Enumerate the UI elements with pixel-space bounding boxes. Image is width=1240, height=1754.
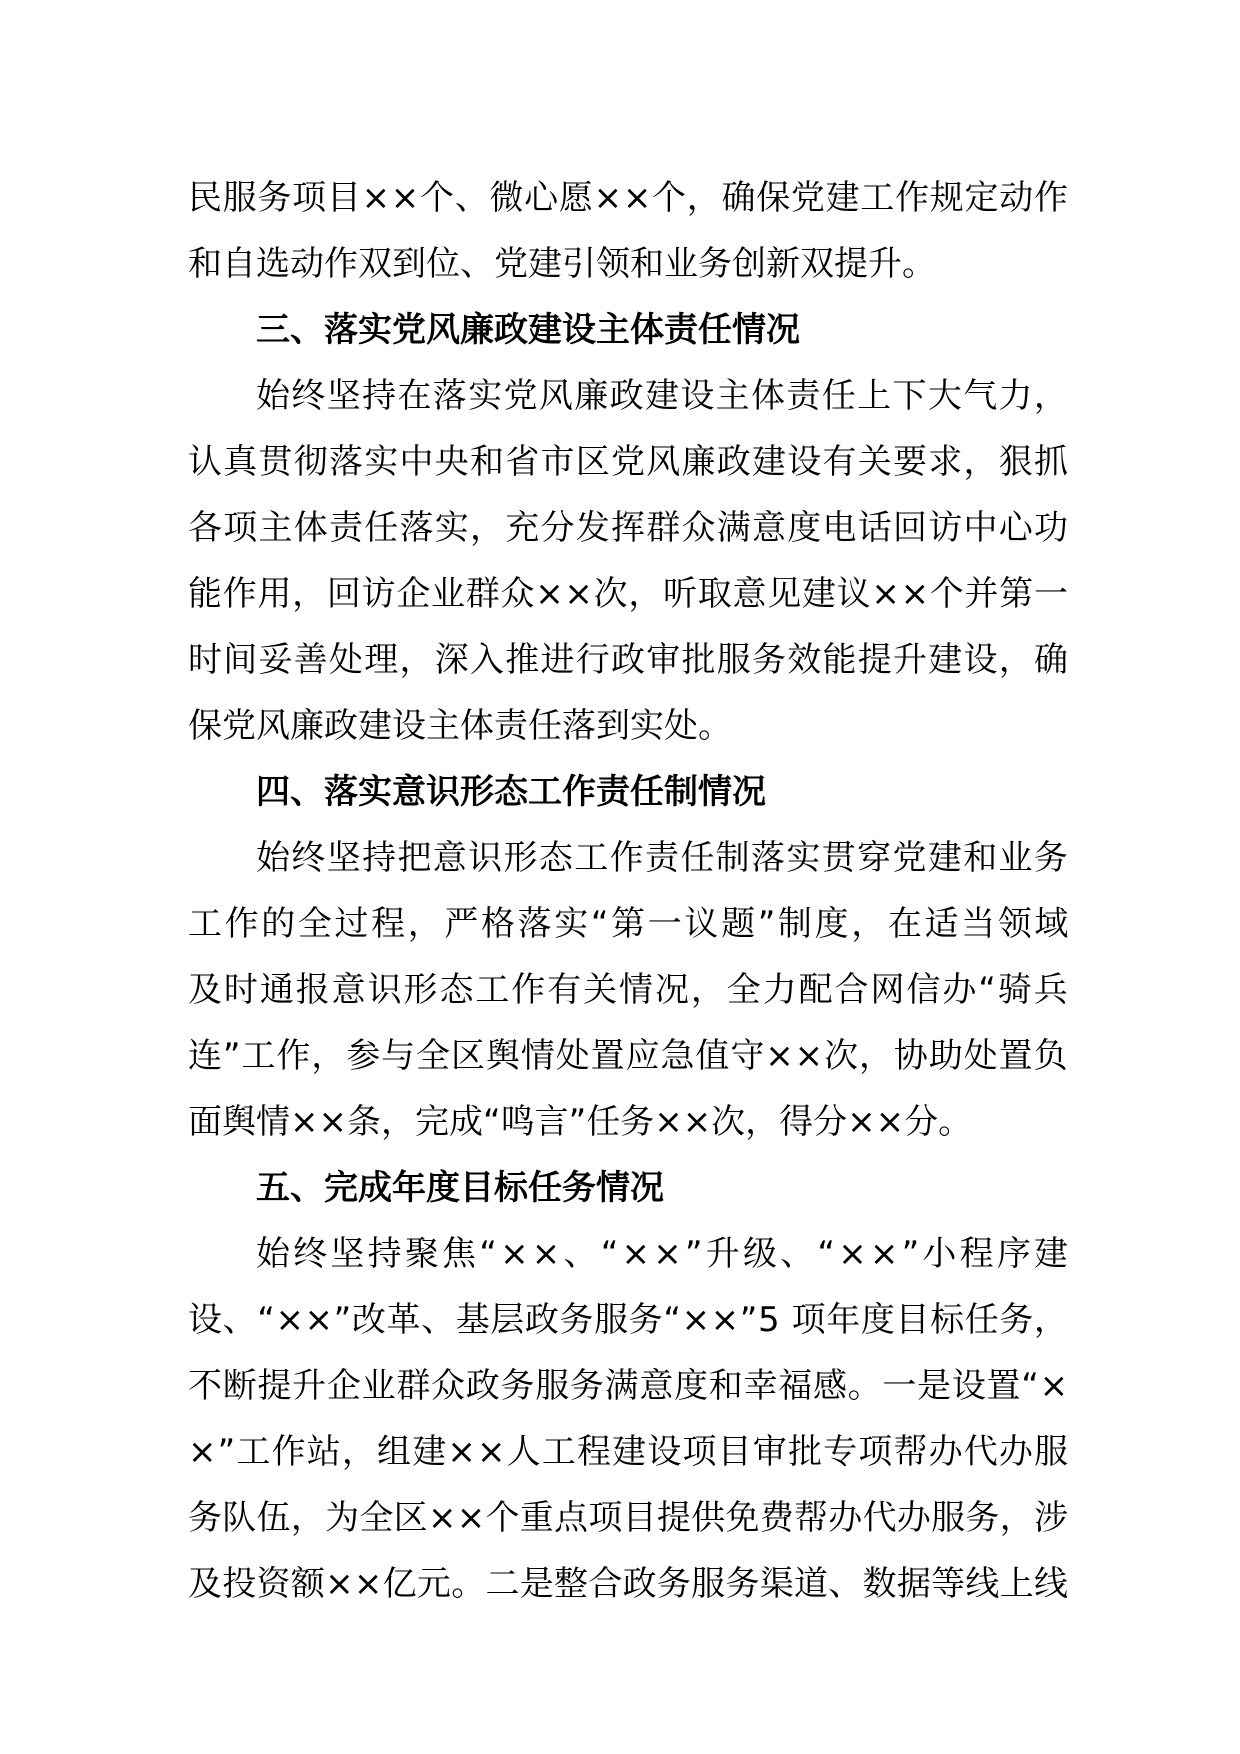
body-line: 连”工作，参与全区舆情处置应急值守××次，协助处置负 bbox=[188, 1036, 1069, 1076]
body-line: 始终坚持聚焦“××、“××”升级、“××”小程序建 bbox=[256, 1234, 1072, 1274]
body-line: 民服务项目××个、微心愿××个，确保党建工作规定动作 bbox=[188, 178, 1069, 218]
document-body bbox=[188, 165, 1072, 1617]
body-line: 工作的全过程，严格落实“第一议题”制度，在适当领域 bbox=[188, 904, 1071, 944]
body-line: 始终坚持在落实党风廉政建设主体责任上下大气力， bbox=[256, 376, 1070, 416]
section-heading: 三、落实党风廉政建设主体责任情况 bbox=[256, 310, 800, 350]
section-heading: 五、完成年度目标任务情况 bbox=[256, 1168, 664, 1208]
body-line: 及时通报意识形态工作有关情况，全力配合网信办“骑兵 bbox=[188, 970, 1070, 1010]
body-line: 保党风廉政建设主体责任落到实处。 bbox=[188, 706, 732, 746]
body-line: 务队伍，为全区××个重点项目提供免费帮办代办服务，涉 bbox=[188, 1498, 1069, 1538]
body-line: 始终坚持把意识形态工作责任制落实贯穿党建和业务 bbox=[256, 838, 1070, 878]
body-line: 及投资额××亿元。二是整合政务服务渠道、数据等线上线 bbox=[188, 1564, 1069, 1604]
section-heading: 四、落实意识形态工作责任制情况 bbox=[256, 772, 766, 812]
body-line: 时间妥善处理，深入推进行政审批服务效能提升建设，确 bbox=[188, 640, 1070, 680]
body-line: 认真贯彻落实中央和省市区党风廉政建设有关要求，狠抓 bbox=[188, 442, 1070, 482]
body-line: 设、“××”改革、基层政务服务“××”5 项年度目标任务， bbox=[188, 1300, 1069, 1340]
body-line: 不断提升企业群众政务服务满意度和幸福感。一是设置“× bbox=[188, 1366, 1069, 1406]
body-line: 和自选动作双到位、党建引领和业务创新双提升。 bbox=[188, 244, 936, 284]
body-line: 面舆情××条，完成“鸣言”任务××次，得分××分。 bbox=[188, 1102, 973, 1142]
body-line: ×”工作站，组建××人工程建设项目审批专项帮办代办服 bbox=[188, 1432, 1070, 1472]
body-line: 各项主体责任落实，充分发挥群众满意度电话回访中心功 bbox=[188, 508, 1070, 548]
body-line: 能作用，回访企业群众××次，听取意见建议××个并第一 bbox=[188, 574, 1069, 614]
